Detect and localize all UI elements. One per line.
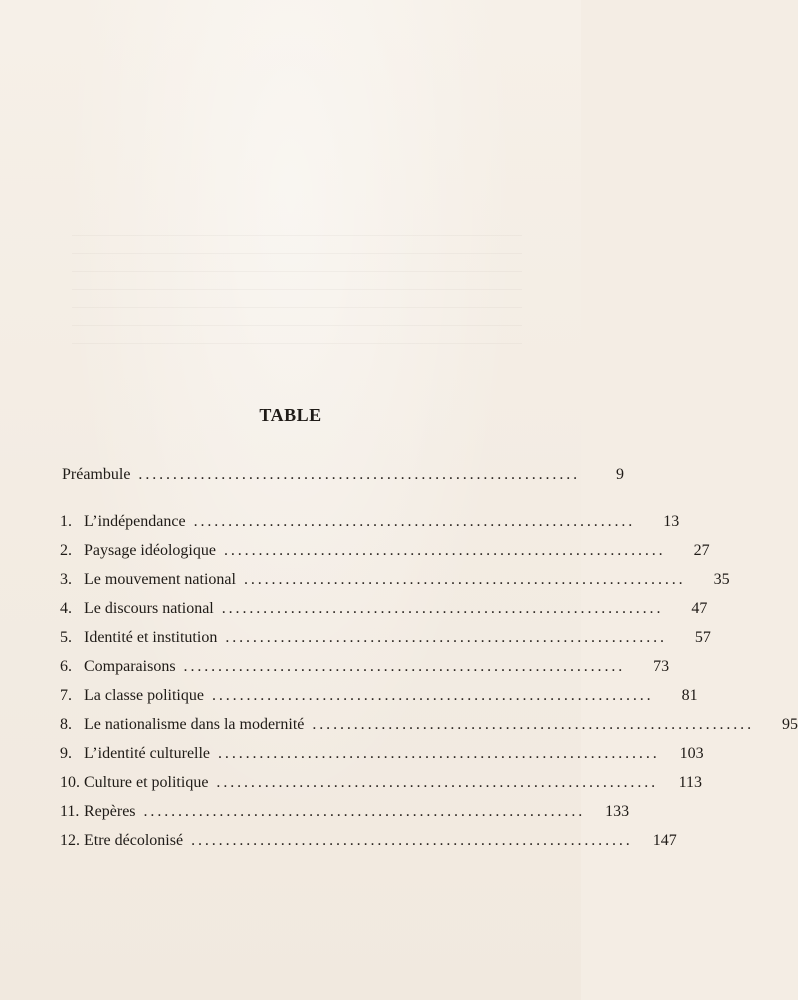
leader-dots: ................................................................ [193,513,636,530]
toc-row[interactable] [60,715,798,744]
chapter-number: 6. [60,658,72,675]
page-number: 103 [679,745,704,762]
page-number: 27 [693,542,710,559]
toc-row[interactable] [60,570,730,599]
toc-row[interactable] [60,541,710,570]
leader-dots: ................................................................ [221,600,664,617]
leader-dots: ................................................................ [218,745,660,762]
toc-label: Le nationalisme dans la modernité [84,716,305,733]
chapter-number: 3. [60,571,72,588]
leader-dots: ................................................................ [143,803,586,820]
page-number: 47 [691,600,708,617]
page-number: 73 [653,658,670,675]
chapter-number: 1. [60,513,72,530]
chapter-number: 4. [60,600,72,617]
toc-row[interactable] [60,831,677,860]
toc-label: L’indépendance [84,513,186,530]
leader-dots: ................................................................ [138,466,581,483]
leader-dots: ................................................................ [223,542,666,559]
toc-label: Paysage idéologique [84,542,216,559]
toc-row[interactable] [60,802,630,831]
toc-label: Préambule [62,466,131,483]
toc-label: Le mouvement national [84,571,236,588]
toc-label: Repères [84,803,136,820]
chapter-number: 7. [60,687,72,704]
page-number: 113 [678,774,703,791]
chapter-number: 5. [60,629,72,646]
chapter-number: 2. [60,542,72,559]
leader-dots: ................................................................ [225,629,667,646]
toc-label: Culture et politique [84,774,209,791]
page-number: 147 [652,832,677,849]
leader-dots: ................................................................ [243,571,686,588]
toc-row[interactable] [60,686,698,715]
toc-row[interactable] [60,628,711,657]
toc-row[interactable] [60,744,704,773]
toc-row[interactable] [60,599,708,628]
bleedthrough-lines [72,235,522,360]
toc-label: La classe politique [84,687,204,704]
leader-dots: ................................................................ [191,832,633,849]
table-title: TABLE [259,405,322,425]
page-number: 35 [713,571,730,588]
leader-dots: ................................................................ [211,687,654,704]
toc-row[interactable] [60,657,670,686]
page-number: 133 [605,803,630,820]
leader-dots: ................................................................ [183,658,626,675]
chapter-number: 8. [60,716,72,733]
page-number: 13 [663,513,680,530]
leader-dots: ................................................................ [216,774,659,791]
chapter-number: 12. [60,832,80,849]
toc-label: Comparaisons [84,658,176,675]
chapter-number: 11. [60,803,80,820]
chapter-number: 9. [60,745,72,762]
toc-label: L’identité culturelle [84,745,211,762]
table-of-contents [60,465,798,860]
toc-label: Le discours national [84,600,214,617]
page-number: 57 [694,629,711,646]
page-number: 81 [681,687,698,704]
leader-dots: ................................................................ [312,716,754,733]
toc-label: Etre décolonisé [84,832,184,849]
toc-row[interactable] [60,512,680,541]
toc-row[interactable] [60,773,703,802]
toc-row-preamble[interactable] [60,465,625,494]
chapter-number: 10. [60,774,80,791]
toc-label: Identité et institution [84,629,218,646]
page-number: 9 [616,466,625,483]
page-number: 95 [781,716,798,733]
